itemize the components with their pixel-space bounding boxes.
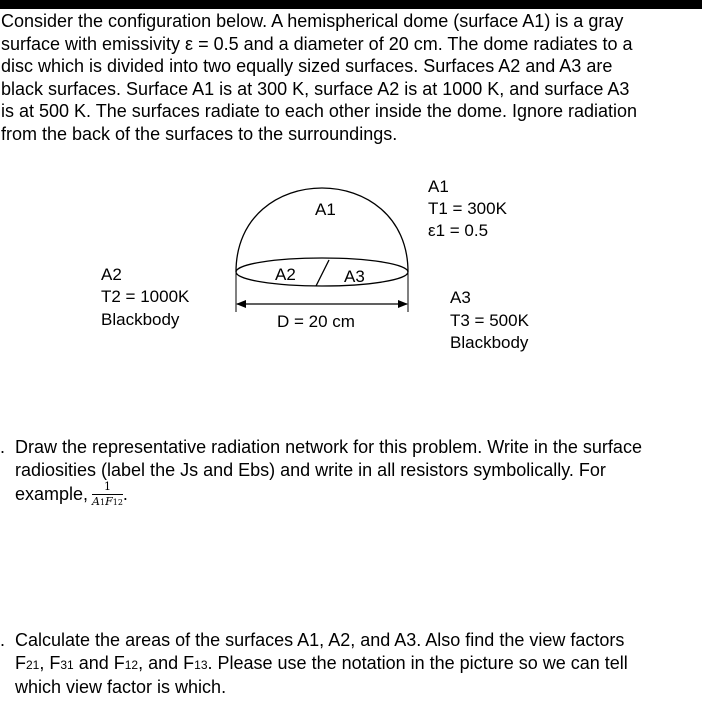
denominator-area: A	[92, 495, 100, 508]
a3-info-temp: T3 = 500K	[450, 311, 529, 330]
separator: , F	[39, 652, 61, 673]
a2-info-temp: T2 = 1000K	[101, 287, 190, 306]
view-factor-f13-sub: 13	[194, 657, 208, 672]
diameter-label: D = 20 cm	[277, 312, 355, 331]
statement-line: from the back of the surfaces to the surroundings.	[1, 123, 398, 144]
view-factor-f31-sub: 31	[60, 657, 74, 672]
dome-label: A1	[315, 200, 336, 219]
question-line	[15, 481, 700, 509]
denominator-view-factor: F	[105, 495, 113, 508]
separator: , and F	[138, 652, 195, 673]
statement-line: is at 500 K. The surfaces radiate to each other inside the dome. Ignore radiation	[1, 101, 638, 121]
fraction-numerator: 1	[92, 481, 123, 495]
question-bullet: .	[0, 630, 6, 650]
denominator-area-sub: 1	[100, 498, 106, 507]
a3-info-type: Blackbody	[450, 333, 529, 352]
separator: and F	[73, 652, 125, 673]
question-line: Draw the representative radiation network for this problem. Write in the surface	[15, 437, 642, 457]
example-suffix: .	[122, 483, 128, 504]
example-prefix: example,	[15, 483, 89, 504]
view-factor-f12-sub: 12	[124, 657, 139, 672]
disc-divider	[316, 260, 329, 286]
question-line: Calculate the areas of the surfaces A1, A2, and A3. Also find the view factors	[15, 630, 625, 650]
a1-info-temp: T1 = 300K	[428, 199, 507, 218]
disc-a2-label: A2	[275, 265, 296, 284]
a2-info-name: A2	[101, 265, 122, 284]
view-factor-f21: F	[15, 652, 26, 673]
fraction-denominator	[92, 495, 123, 509]
a2-info-type: Blackbody	[101, 310, 180, 329]
disc-a3-label: A3	[344, 267, 365, 286]
example-fraction	[92, 481, 123, 509]
a1-info-name: A1	[428, 177, 449, 196]
statement-line: surface with emissivity ε = 0.5 and a diameter of 20 cm. The dome radiates to a	[1, 33, 633, 54]
question-line-end: . Please use the notation in the picture so we can tell	[207, 652, 628, 673]
question-bullet: .	[0, 437, 6, 457]
view-factor-f21-sub: 21	[26, 657, 40, 672]
a3-info-name: A3	[450, 288, 471, 307]
a1-info-emissivity: ε1 = 0.5	[428, 221, 489, 240]
statement-line: Consider the configuration below. A hemispherical dome (surface A1) is a gray	[1, 11, 624, 31]
question-line	[15, 652, 700, 677]
disc-outline	[236, 258, 408, 286]
question-line: radiosities (label the Js and Ebs) and write in all resistors symbolically. For	[15, 459, 606, 480]
question-line: which view factor is which.	[15, 677, 227, 697]
statement-line: black surfaces. Surface A1 is at 300 K, surface A2 is at 1000 K, and surface A3	[1, 78, 630, 99]
denominator-view-factor-sub: 12	[112, 498, 123, 507]
statement-line: disc which is divided into two equally sized surfaces. Surfaces A2 and A3 are	[1, 56, 613, 76]
